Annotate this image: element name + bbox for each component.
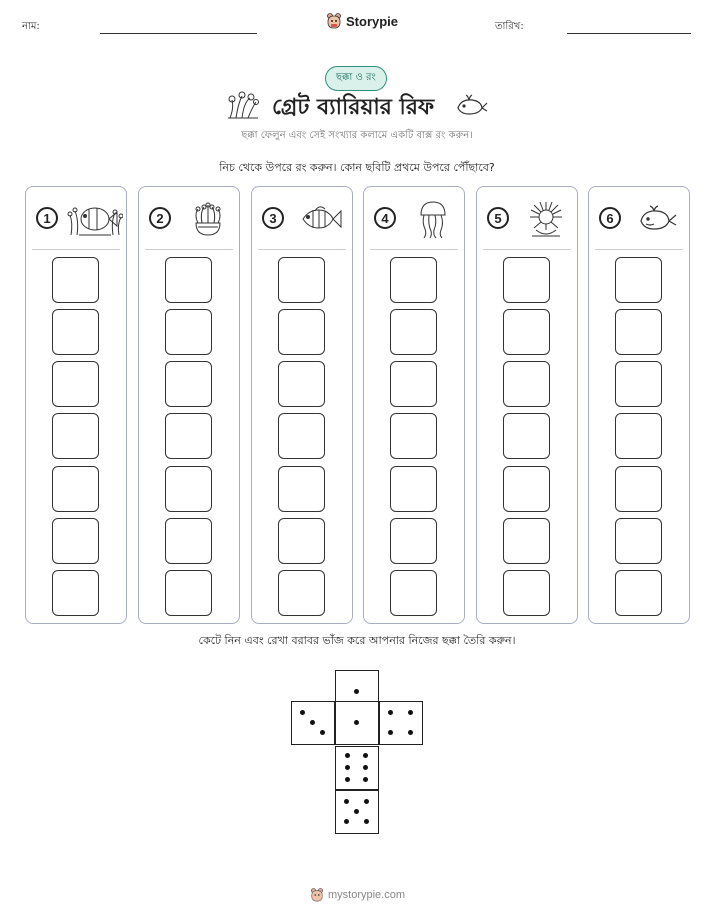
color-box[interactable]: [165, 361, 212, 407]
dice-pip: [388, 730, 393, 735]
dice-pip: [320, 730, 325, 735]
dice-pip: [408, 730, 413, 735]
coral-fish-icon: [67, 201, 123, 237]
dice-pip: [363, 777, 368, 782]
column-icon-wrapper: [179, 199, 237, 239]
color-box[interactable]: [503, 466, 550, 512]
dice-pip: [300, 710, 305, 715]
color-box[interactable]: [615, 518, 662, 564]
date-label: তারিখ:: [495, 21, 524, 32]
color-box[interactable]: [278, 466, 325, 512]
color-box[interactable]: [615, 309, 662, 355]
question-text: নিচ থেকে উপরে রং করুন। কোন ছবিটি প্রথমে উপরে পৌঁছাবে?: [219, 161, 495, 174]
column-number: 4: [374, 207, 396, 229]
color-box[interactable]: [615, 413, 662, 459]
color-box[interactable]: [52, 257, 99, 303]
dice-pip: [364, 819, 369, 824]
dice-pip: [344, 799, 349, 804]
color-box[interactable]: [165, 413, 212, 459]
column-2: [138, 186, 240, 624]
color-box[interactable]: [615, 257, 662, 303]
brand-logo: [326, 12, 398, 30]
color-box[interactable]: [503, 361, 550, 407]
color-box[interactable]: [278, 309, 325, 355]
dice-pip: [345, 753, 350, 758]
column-icon-wrapper: [66, 199, 124, 239]
sea-anemone-icon: [190, 201, 226, 237]
dice-face: [335, 790, 379, 834]
dice-pip: [408, 710, 413, 715]
dice-pip: [345, 777, 350, 782]
color-box[interactable]: [278, 257, 325, 303]
dice-pip: [363, 753, 368, 758]
dice-pip: [354, 689, 359, 694]
activity-tag: ছক্কা ও রং: [325, 66, 387, 91]
color-box[interactable]: [503, 257, 550, 303]
color-box[interactable]: [52, 309, 99, 355]
color-box[interactable]: [390, 309, 437, 355]
column-divider: [595, 249, 683, 250]
column-icon-wrapper: [517, 199, 575, 239]
dice-pip: [310, 720, 315, 725]
footer-site: mystorypie.com: [328, 889, 406, 901]
page-title: গ্রেট ব্যারিয়ার রিফ: [272, 95, 435, 120]
dice-pip: [345, 765, 350, 770]
footer: [310, 887, 405, 903]
color-box[interactable]: [52, 570, 99, 616]
color-box[interactable]: [165, 570, 212, 616]
color-box[interactable]: [390, 518, 437, 564]
dice-instruction: কেটে নিন এবং রেখা বরাবর ভাঁজ করে আপনার নিজের ছক্কা তৈরি করুন।: [198, 634, 516, 647]
column-5: [476, 186, 578, 624]
dice-pip: [354, 809, 359, 814]
dice-pip: [354, 720, 359, 725]
whale-decoration-icon: [455, 94, 489, 118]
dice-pip: [364, 799, 369, 804]
color-box[interactable]: [390, 413, 437, 459]
dice-face: [379, 701, 423, 745]
jellyfish-icon: [416, 199, 450, 239]
column-divider: [258, 249, 346, 250]
color-box[interactable]: [278, 413, 325, 459]
column-number: 2: [149, 207, 171, 229]
color-box[interactable]: [165, 466, 212, 512]
dice-face: [291, 701, 335, 745]
color-box[interactable]: [503, 518, 550, 564]
color-box[interactable]: [390, 361, 437, 407]
date-line[interactable]: [567, 33, 691, 34]
column-icon-wrapper: [292, 199, 350, 239]
dice-face: [335, 746, 379, 790]
color-box[interactable]: [278, 361, 325, 407]
brand-name: Storypie: [346, 13, 399, 29]
color-box[interactable]: [52, 361, 99, 407]
color-box[interactable]: [52, 466, 99, 512]
column-icon-wrapper: [629, 199, 687, 239]
color-box[interactable]: [165, 257, 212, 303]
color-box[interactable]: [615, 466, 662, 512]
color-box[interactable]: [165, 309, 212, 355]
column-divider: [32, 249, 120, 250]
color-box[interactable]: [52, 518, 99, 564]
whale-icon: [638, 204, 678, 234]
column-divider: [370, 249, 458, 250]
color-box[interactable]: [278, 518, 325, 564]
dice-pip: [363, 765, 368, 770]
color-box[interactable]: [390, 257, 437, 303]
column-number: 3: [262, 207, 284, 229]
storypie-mascot-icon: [310, 887, 324, 903]
dice-pip: [344, 819, 349, 824]
color-box[interactable]: [503, 309, 550, 355]
column-number: 1: [36, 207, 58, 229]
column-divider: [145, 249, 233, 250]
color-box[interactable]: [615, 361, 662, 407]
column-3: [251, 186, 353, 624]
color-box[interactable]: [165, 518, 212, 564]
column-6: [588, 186, 690, 624]
color-box[interactable]: [615, 570, 662, 616]
name-line[interactable]: [100, 33, 257, 34]
column-number: 6: [599, 207, 621, 229]
coral-decoration-icon: [226, 90, 260, 120]
dice-pip: [388, 710, 393, 715]
color-box[interactable]: [390, 466, 437, 512]
column-number: 5: [487, 207, 509, 229]
storypie-mascot-icon: [326, 12, 342, 30]
column-4: [363, 186, 465, 624]
name-label: নাম:: [22, 21, 40, 32]
color-box[interactable]: [278, 570, 325, 616]
color-box[interactable]: [503, 570, 550, 616]
color-box[interactable]: [390, 570, 437, 616]
color-box[interactable]: [52, 413, 99, 459]
column-icon-wrapper: [404, 199, 462, 239]
dice-face: [335, 701, 379, 745]
sea-urchin-icon: [526, 200, 566, 238]
page-subtitle: ছক্কা ফেলুন এবং সেই সংখ্যার কলামে একটি বাক্স রং করুন।: [241, 130, 473, 141]
column-1: [25, 186, 127, 624]
color-box[interactable]: [503, 413, 550, 459]
column-divider: [483, 249, 571, 250]
fish-icon: [299, 203, 343, 235]
